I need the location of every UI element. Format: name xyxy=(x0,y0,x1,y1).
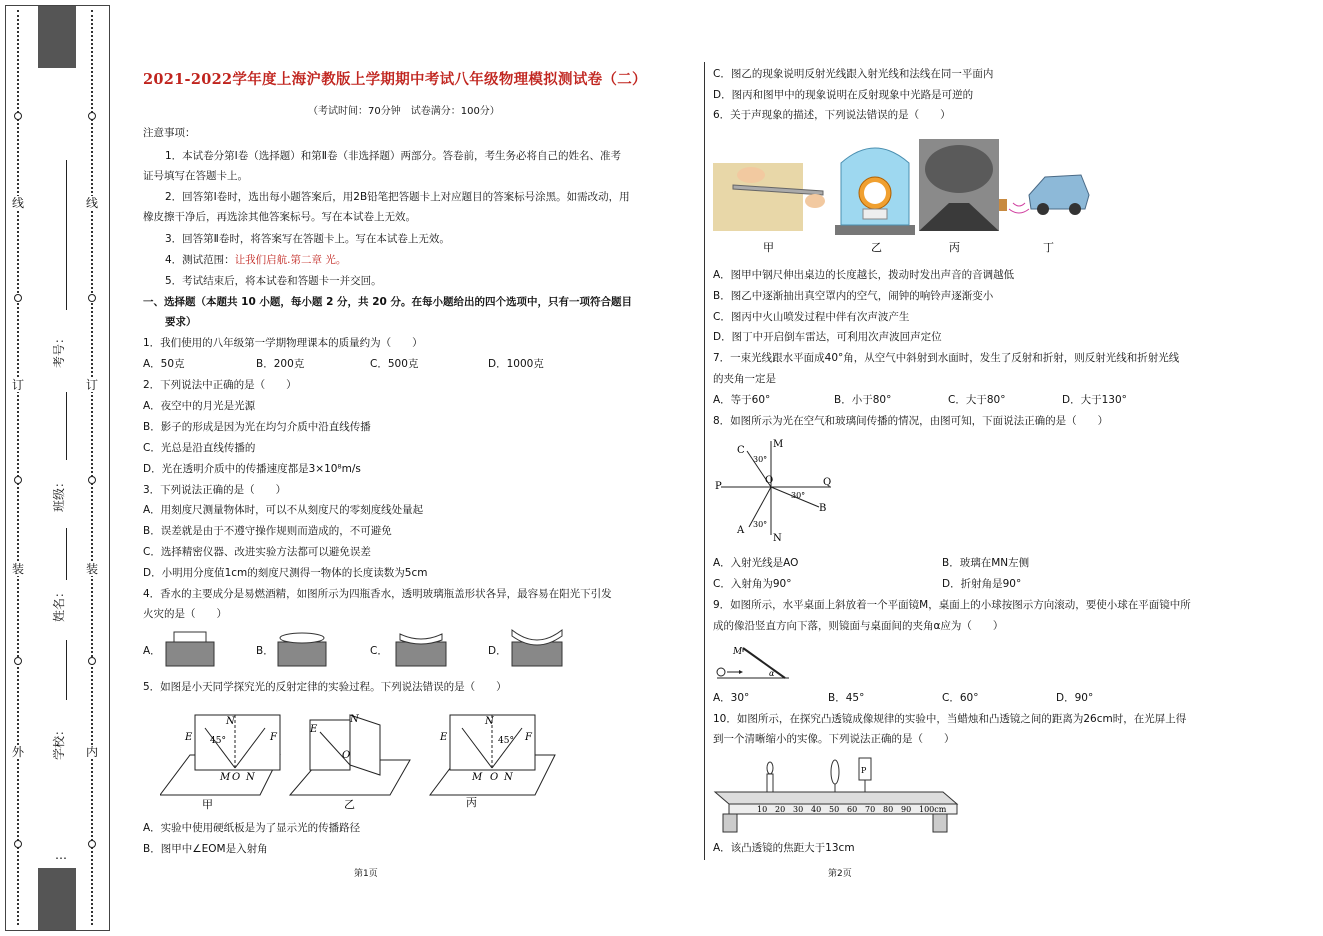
option-b: B．图甲中∠EOM是入射角 xyxy=(143,843,268,855)
binding-circle xyxy=(88,294,96,302)
label-a: A xyxy=(737,525,745,536)
option-d: D．图丁中开启倒车雷达，可利用次声波回声定位 xyxy=(713,331,942,343)
section-heading: 一、选择题（本题共 10 小题，每小题 2 分，共 20 分。在每小题给出的四个选项中，只有一项符合题目 xyxy=(143,296,632,308)
inner-dotted-line xyxy=(91,10,93,925)
svg-text:M: M xyxy=(220,772,231,783)
option-a: A．50克 xyxy=(143,358,185,370)
tick-label: 40 xyxy=(811,805,822,814)
svg-text:45°: 45° xyxy=(210,736,226,746)
label-q: Q xyxy=(823,477,832,488)
label-m: M xyxy=(733,647,743,657)
svg-text:N: N xyxy=(350,714,359,725)
figure-label-yi: 乙 xyxy=(871,241,882,254)
svg-text:F: F xyxy=(270,732,277,743)
option-c: C．图丙中火山喷发过程中伴有次声波产生 xyxy=(713,311,910,323)
perfume-bottle-b-figure xyxy=(272,628,332,668)
question-3: 3．下列说法正确的是（ ） xyxy=(143,484,287,496)
label-m: M xyxy=(773,439,784,450)
option-d: D． xyxy=(488,645,507,657)
figure-label-jia: 甲 xyxy=(763,241,774,254)
notice-line: 2．回答第Ⅰ卷时，选出每小题答案后，用2B铅笔把答题卡上对应题目的答案标号涂黑。如需改动，用 xyxy=(165,191,630,203)
class-line[interactable] xyxy=(66,392,67,460)
option-c: C．光总是沿直线传播的 xyxy=(143,442,256,454)
tick-label: 20 xyxy=(775,805,786,814)
notice-line: 证号填写在答题卡上。 xyxy=(143,170,248,182)
tick-label: 100cm xyxy=(919,805,947,814)
option-b: B．200克 xyxy=(256,358,305,370)
binding-circle xyxy=(88,657,96,665)
label-alpha: α xyxy=(769,669,775,678)
figure-label-bing: 丙 xyxy=(949,241,960,254)
option-b: B．小于80° xyxy=(834,394,892,406)
svg-text:O: O xyxy=(232,772,241,783)
option-c: C．选择精密仪器、改进实验方法都可以避免误差 xyxy=(143,546,371,558)
figure-label-ding: 丁 xyxy=(1043,241,1054,254)
exam-number-line[interactable] xyxy=(66,160,67,310)
notice-line: 1．本试卷分第Ⅰ卷（选择题）和第Ⅱ卷（非选择题）两部分。答卷前，考生务必将自己的姓名、准考 xyxy=(165,150,621,162)
option-d: D．折射角是90° xyxy=(942,578,1022,590)
svg-text:N: N xyxy=(226,716,235,727)
option-b: B．影子的形成是因为光在均匀介质中沿直线传播 xyxy=(143,421,371,433)
tick-label: 30 xyxy=(793,805,804,814)
option-a: A．该凸透镜的焦距大于13cm xyxy=(713,842,855,854)
binding-circle xyxy=(88,476,96,484)
name-line[interactable] xyxy=(66,528,67,580)
svg-text:N: N xyxy=(504,772,513,783)
school-line[interactable] xyxy=(66,640,67,700)
option-a: A．等于60° xyxy=(713,394,771,406)
question-9: 9．如图所示，水平桌面上斜放着一个平面镜M，桌面上的小球按图示方向滚动，要使小球在平面镜中所 xyxy=(713,599,1191,611)
optical-bench-figure xyxy=(713,752,963,834)
school-label: 学校： xyxy=(52,723,66,760)
scope-line xyxy=(165,254,346,267)
option-a: A． xyxy=(143,645,161,657)
tick-label: 10 xyxy=(757,805,768,814)
angle-label: 30° xyxy=(791,491,806,500)
svg-text:E: E xyxy=(440,732,448,743)
page-title: 2021-2022学年度上海沪教版上学期期中考试八年级物理模拟测试卷（二） xyxy=(143,71,647,88)
name-label: 姓名： xyxy=(52,585,66,622)
label-n: N xyxy=(773,533,782,544)
angle-label: 30° xyxy=(753,455,768,464)
class-label: 班级： xyxy=(52,475,66,512)
figure-label-yi: 乙 xyxy=(344,798,355,810)
tick-label: 70 xyxy=(865,805,876,814)
seal-char-zhuang: 装 xyxy=(86,562,99,576)
question-8: 8．如图所示为光在空气和玻璃间传播的情况，由图可知，下面说法正确的是（ ） xyxy=(713,415,1109,427)
svg-text:M: M xyxy=(472,772,483,783)
perfume-bottle-d-figure xyxy=(504,626,570,668)
label-o: O xyxy=(765,475,774,486)
mirror-ball-figure xyxy=(713,640,793,682)
option-a: A．入射光线是AO xyxy=(713,557,799,569)
seal-char-zhuang: 装 xyxy=(12,562,25,576)
option-c: C．500克 xyxy=(370,358,419,370)
option-b: B．45° xyxy=(828,692,865,704)
binding-circle xyxy=(88,112,96,120)
option-c: C．入射角为90° xyxy=(713,578,792,590)
option-d: D．小明用分度值1cm的刻度尺测得一物体的长度读数为5cm xyxy=(143,567,428,579)
option-b: B． xyxy=(256,645,274,657)
scope-value: 让我们启航.第二章 光。 xyxy=(234,254,347,266)
notice-line: 橡皮擦干净后，再选涂其他答案标号。写在本试卷上无效。 xyxy=(143,211,416,223)
tick-label: 90 xyxy=(901,805,912,814)
option-c: C．大于80° xyxy=(948,394,1006,406)
option-d: D．光在透明介质中的传播速度都是3×10⁸m/s xyxy=(143,463,361,475)
svg-text:N: N xyxy=(485,716,494,727)
option-c: C．图乙的现象说明反射光线跟入射光线和法线在同一平面内 xyxy=(713,68,994,80)
question-4-cont: 火灾的是（ ） xyxy=(143,608,227,620)
notice-heading: 注意事项： xyxy=(143,127,196,139)
question-10: 10．如图所示，在探究凸透镜成像规律的实验中，当蜡烛和凸透镜之间的距离为26cm时，在光屏上得 xyxy=(713,713,1187,725)
svg-text:E: E xyxy=(185,732,193,743)
page-number: 第2页 xyxy=(828,869,852,879)
option-d: D．大于130° xyxy=(1062,394,1127,406)
option-a: A．30° xyxy=(713,692,750,704)
binding-circle xyxy=(14,112,22,120)
sound-phenomena-figure xyxy=(713,133,1093,258)
seal-char-xian: 线 xyxy=(12,196,25,210)
refraction-diagram-figure xyxy=(713,437,843,545)
seal-char-wai: 外 xyxy=(12,745,25,759)
svg-text:E: E xyxy=(310,724,318,735)
question-10-cont: 到一个清晰缩小的实像。下列说法正确的是（ ） xyxy=(713,733,955,745)
option-a: A．实验中使用硬纸板是为了显示光的传播路径 xyxy=(143,822,361,834)
question-6: 6．关于声现象的描述，下列说法错误的是（ ） xyxy=(713,109,951,121)
svg-text:N: N xyxy=(246,772,255,783)
option-d: D．图丙和图甲中的现象说明在反射现象中光路是可逆的 xyxy=(713,89,974,101)
question-4: 4．香水的主要成分是易燃酒精，如图所示为四瓶香水，透明玻璃瓶盖形状各异，最容易在阳光下引发 xyxy=(143,588,612,600)
binding-circle xyxy=(14,294,22,302)
scope-label: 4．测试范围： xyxy=(165,254,235,266)
option-a: A．用刻度尺测量物体时，可以不从刻度尺的零刻度线处量起 xyxy=(143,504,424,516)
option-b: B．误差就是由于不遵守操作规则而造成的，不可避免 xyxy=(143,525,392,537)
option-b: B．玻璃在MN左侧 xyxy=(942,557,1030,569)
figure-label-bing: 丙 xyxy=(466,796,477,809)
option-c: C．60° xyxy=(942,692,979,704)
option-a: A．图甲中钢尺伸出桌边的长度越长，拨动时发出声音的音调越低 xyxy=(713,269,1015,281)
binding-circle xyxy=(88,840,96,848)
svg-text:O: O xyxy=(490,772,499,783)
seal-char-ding: 订 xyxy=(12,378,25,392)
option-b: B．图乙中逐渐抽出真空罩内的空气，闹钟的响铃声逐渐变小 xyxy=(713,290,994,302)
exam-number-label: 考号： xyxy=(52,331,66,368)
perfume-bottle-c-figure xyxy=(388,628,454,668)
question-1: 1．我们使用的八年级第一学期物理课本的质量约为（ ） xyxy=(143,337,423,349)
perfume-bottle-a-figure xyxy=(160,628,220,668)
page-number: 第1页 xyxy=(354,869,378,879)
ellipsis: … xyxy=(55,848,67,862)
binding-circle xyxy=(14,657,22,665)
question-7: 7．一束光线跟水平面成40°角，从空气中斜射到水面时，发生了反射和折射，则反射光线和折射光线 xyxy=(713,352,1180,364)
column-divider xyxy=(704,62,705,860)
exam-subtitle: （考试时间：70分钟 试卷满分：100分） xyxy=(308,106,500,117)
section-heading-cont: 要求） xyxy=(165,316,197,328)
reflection-experiment-figure xyxy=(160,710,580,810)
question-7-cont: 的夹角一定是 xyxy=(713,373,776,385)
notice-line: 5．考试结束后，将本试卷和答题卡一并交回。 xyxy=(165,275,382,287)
seal-char-xian: 线 xyxy=(86,196,99,210)
binding-circle xyxy=(14,840,22,848)
outer-dotted-line xyxy=(17,10,19,925)
seal-char-ding: 订 xyxy=(86,378,99,392)
binding-border xyxy=(5,5,110,931)
gray-band-top xyxy=(38,6,76,68)
gray-band-bottom xyxy=(38,868,76,930)
angle-label: 30° xyxy=(753,520,768,529)
tick-label: 80 xyxy=(883,805,894,814)
question-2: 2．下列说法中正确的是（ ） xyxy=(143,379,297,391)
seal-char-nei: 内 xyxy=(86,745,99,759)
label-c: C xyxy=(737,445,745,456)
screen-label: P xyxy=(861,766,867,775)
question-5: 5．如图是小天同学探究光的反射定律的实验过程。下列说法错误的是（ ） xyxy=(143,681,507,693)
svg-text:F: F xyxy=(525,732,532,743)
option-d: D．90° xyxy=(1056,692,1094,704)
option-a: A．夜空中的月光是光源 xyxy=(143,400,256,412)
label-p: P xyxy=(715,481,722,492)
question-9-cont: 成的像沿竖直方向下落，则镜面与桌面间的夹角α应为（ ） xyxy=(713,620,1004,632)
tick-label: 50 xyxy=(829,805,840,814)
svg-text:45°: 45° xyxy=(498,736,514,746)
svg-text:O: O xyxy=(342,750,351,761)
option-c: C． xyxy=(370,645,388,657)
label-b: B xyxy=(819,503,827,514)
tick-label: 60 xyxy=(847,805,858,814)
binding-circle xyxy=(14,476,22,484)
option-d: D．1000克 xyxy=(488,358,544,370)
figure-label-jia: 甲 xyxy=(202,798,213,810)
notice-line: 3．回答第Ⅱ卷时，将答案写在答题卡上。写在本试卷上无效。 xyxy=(165,233,450,245)
